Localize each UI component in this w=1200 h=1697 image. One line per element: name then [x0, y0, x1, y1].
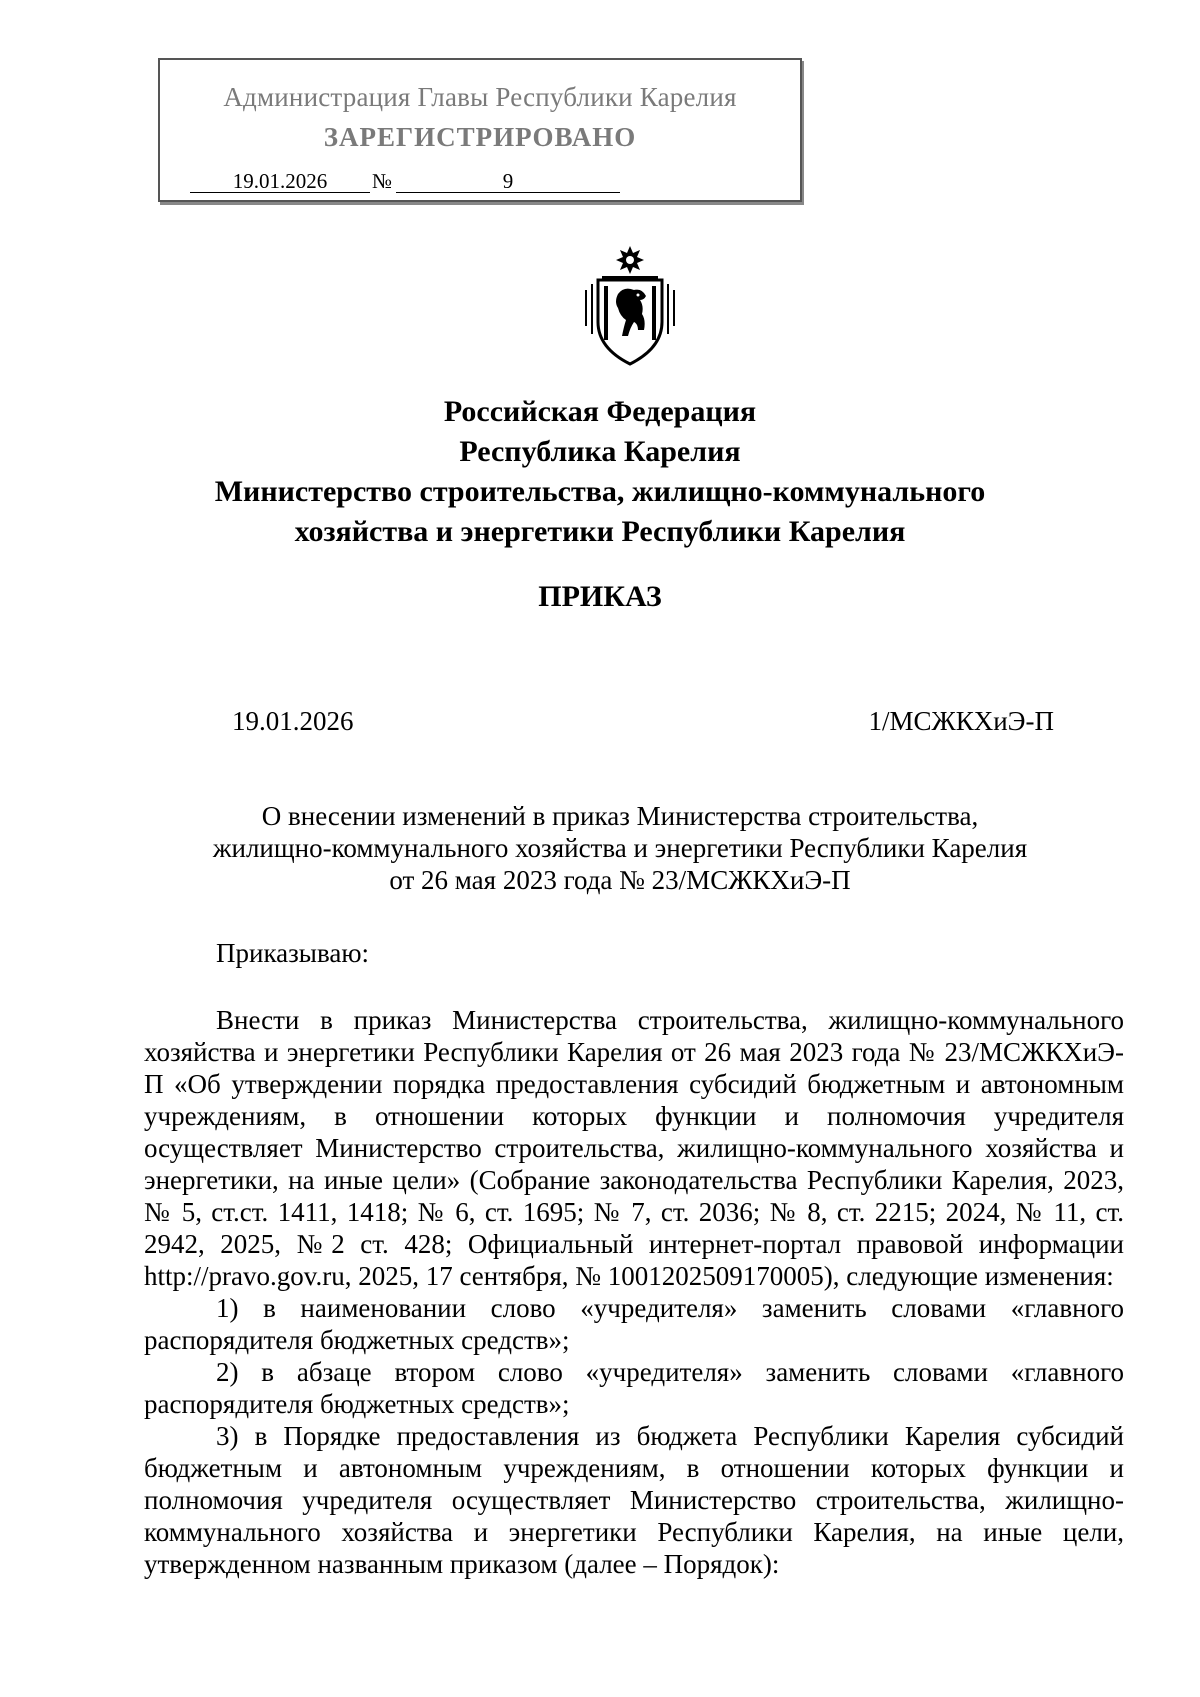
stamp-authority: Администрация Главы Республики Карелия — [223, 82, 737, 112]
subject-line1: О внесении изменений в приказ Министерства строительства, — [261, 801, 979, 831]
subject-line3: от 26 мая 2023 года № 23/МСЖКХиЭ-П — [389, 865, 851, 895]
order-number: 1/МСЖКХиЭ-П — [868, 706, 1054, 736]
header-ministry-line1: Министерство строительства, жилищно-коммунального — [214, 475, 986, 508]
body-paragraph-item-2: 2) в абзаце втором слово «учредителя» заменить словами «главного распорядителя бюджетных средств»; — [144, 1357, 1124, 1419]
order-body — [144, 1004, 1124, 1580]
command-word: Приказываю: — [216, 938, 369, 968]
stamp-date: 19.01.2026 — [190, 170, 370, 193]
stamp-number-label: № — [372, 169, 393, 193]
subject-line2: жилищно-коммунального хозяйства и энергетики Республики Карелия — [212, 833, 1028, 863]
body-paragraph-item-1: 1) в наименовании слово «учредителя» заменить словами «главного распорядителя бюджетных средств»; — [144, 1293, 1124, 1355]
header-republic: Республика Карелия — [459, 435, 741, 468]
document-type: ПРИКАЗ — [538, 580, 662, 613]
order-subject — [180, 800, 1060, 896]
stamp-number: 9 — [396, 170, 620, 193]
stamp-status: ЗАРЕГИСТРИРОВАНО — [323, 122, 637, 152]
body-paragraph-main: Внести в приказ Министерства строительства, жилищно-коммунального хозяйства и энергетики Республики Карелия от 26 мая 2023 года № 23/МСЖКХиЭ-П «Об утверждении порядка предоставления субсидий бюджетным и автономным учреждениям, в отношении которых функции и полномочия учредителя осуществляет Министерство строительства, жилищно-коммунального хозяйства и энергетики, на иные цели» (Собрание законодательства Республики Карелия, 2023, № 5, ст.ст. 1411, 1418; № 6, ст. 1695; № 7, ст. 2036; № 8, ст. 2215; 2024, № 11, ст. 2942, 2025, №2 ст. 428; Официальный интернет-портал правовой информации http://pravo.gov.ru, 2025, 17 сентября, № 1001202509170005), следующие изменения: — [144, 1005, 1124, 1291]
document-header — [0, 392, 1200, 552]
registration-stamp — [158, 58, 802, 202]
header-ministry-line2: хозяйства и энергетики Республики Карелия — [294, 515, 906, 548]
header-country: Российская Федерация — [443, 395, 757, 428]
body-paragraph-item-3: 3) в Порядке предоставления из бюджета Республики Карелия субсидий бюджетным и автономным учреждениям, в отношении которых функции и полномочия учредителя осуществляет Министерство строительства, жилищно-коммунального хозяйства и энергетики Республики Карелия, на иные цели, утвержденном названным приказом (далее – Порядок): — [144, 1421, 1124, 1579]
karelia-coat-of-arms-icon — [580, 244, 680, 369]
order-date: 19.01.2026 — [232, 706, 354, 736]
